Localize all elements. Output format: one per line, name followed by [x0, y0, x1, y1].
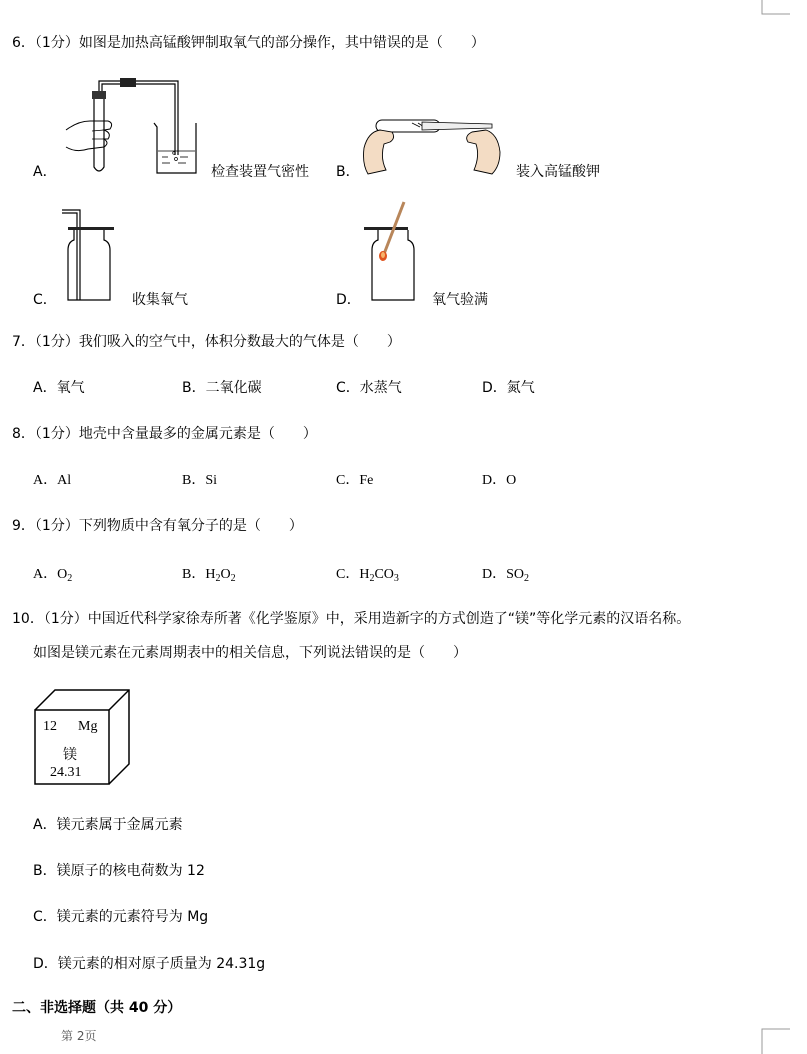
question-10-stem-line1: 10．（1分）中国近代科学家徐寿所著《化学鉴原》中，采用造新字的方式创造了“镁”等化学元素的汉语名称。 — [12, 611, 691, 627]
question-6-stem: 6．（1分）如图是加热高锰酸钾制取氧气的部分操作，其中错误的是（ ） — [12, 35, 485, 51]
question-9-stem: 9．（1分）下列物质中含有氧分子的是（ ） — [12, 518, 303, 534]
q8-option-a[interactable]: A．Al — [33, 473, 72, 488]
q6-option-b-caption: 装入高锰酸钾 — [516, 164, 600, 180]
oxygen-full-test-figure — [362, 200, 422, 304]
q9-option-a-letter: A． — [33, 567, 58, 582]
load-powder-figure — [362, 108, 502, 176]
q9-option-a[interactable] — [33, 563, 72, 584]
q6-option-a-caption: 检查装置气密性 — [211, 164, 309, 180]
top-right-corner-mark — [762, 0, 792, 16]
q8-option-c[interactable]: C．Fe — [336, 473, 374, 488]
q8-option-b[interactable]: B．Si — [182, 473, 218, 488]
q6-option-a-letter[interactable]: A． — [33, 164, 57, 180]
formula-subscript: 2 — [230, 573, 236, 584]
q6-option-b-letter[interactable]: B． — [336, 164, 360, 180]
bottom-right-corner-mark — [762, 1028, 792, 1054]
formula-part: SO — [506, 567, 525, 582]
question-7-stem: 7．（1分）我们吸入的空气中，体积分数最大的气体是（ ） — [12, 334, 401, 350]
formula-subscript: 2 — [67, 573, 73, 584]
element-name: 镁 — [63, 747, 77, 763]
element-symbol: Mg — [78, 719, 98, 734]
element-atomic-mass: 24.31 — [50, 765, 82, 780]
q9-option-c[interactable] — [336, 563, 399, 584]
element-atomic-number: 12 — [43, 719, 57, 734]
q7-option-d[interactable]: D．氮气 — [482, 380, 535, 396]
q6-option-d-letter[interactable]: D． — [336, 292, 361, 308]
formula-subscript: 3 — [393, 573, 399, 584]
formula-subscript: 2 — [215, 573, 221, 584]
q10-option-d[interactable]: D．镁元素的相对原子质量为 24.31g — [33, 956, 266, 972]
formula-part: H — [359, 567, 370, 582]
magnesium-element-tile — [34, 688, 134, 786]
q6-option-c-letter[interactable]: C． — [33, 292, 57, 308]
airtightness-check-figure — [58, 75, 208, 180]
q9-option-d-letter: D． — [482, 567, 507, 582]
formula-part: O — [57, 567, 68, 582]
formula-subscript: 2 — [369, 573, 375, 584]
section-title: 二、非选择题（共 40 分） — [12, 1000, 182, 1016]
formula-part: CO — [374, 567, 394, 582]
q10-option-b[interactable]: B．镁原子的核电荷数为 12 — [33, 863, 205, 879]
formula-subscript: 2 — [524, 573, 530, 584]
q8-option-d[interactable]: D．O — [482, 473, 517, 488]
formula-part: H — [205, 567, 216, 582]
page-number: 第 2页 — [61, 1029, 97, 1043]
q10-option-a[interactable]: A．镁元素属于金属元素 — [33, 817, 183, 833]
q9-option-b-letter: B． — [182, 567, 206, 582]
q9-option-c-letter: C． — [336, 567, 360, 582]
q7-option-c[interactable]: C．水蒸气 — [336, 380, 402, 396]
question-8-stem: 8．（1分）地壳中含量最多的金属元素是（ ） — [12, 426, 317, 442]
q9-option-b[interactable] — [182, 563, 236, 584]
q6-option-d-caption: 氧气验满 — [432, 292, 488, 308]
q6-option-c-caption: 收集氧气 — [132, 292, 188, 308]
formula-part: O — [220, 567, 231, 582]
q9-option-d[interactable] — [482, 563, 529, 584]
q7-option-a[interactable]: A．氧气 — [33, 380, 85, 396]
q10-option-c[interactable]: C．镁元素的元素符号为 Mg — [33, 909, 209, 925]
question-10-stem-line2: 如图是镁元素在元素周期表中的相关信息，下列说法错误的是（ ） — [33, 645, 467, 661]
q7-option-b[interactable]: B．二氧化碳 — [182, 380, 262, 396]
collect-oxygen-figure — [60, 206, 120, 304]
